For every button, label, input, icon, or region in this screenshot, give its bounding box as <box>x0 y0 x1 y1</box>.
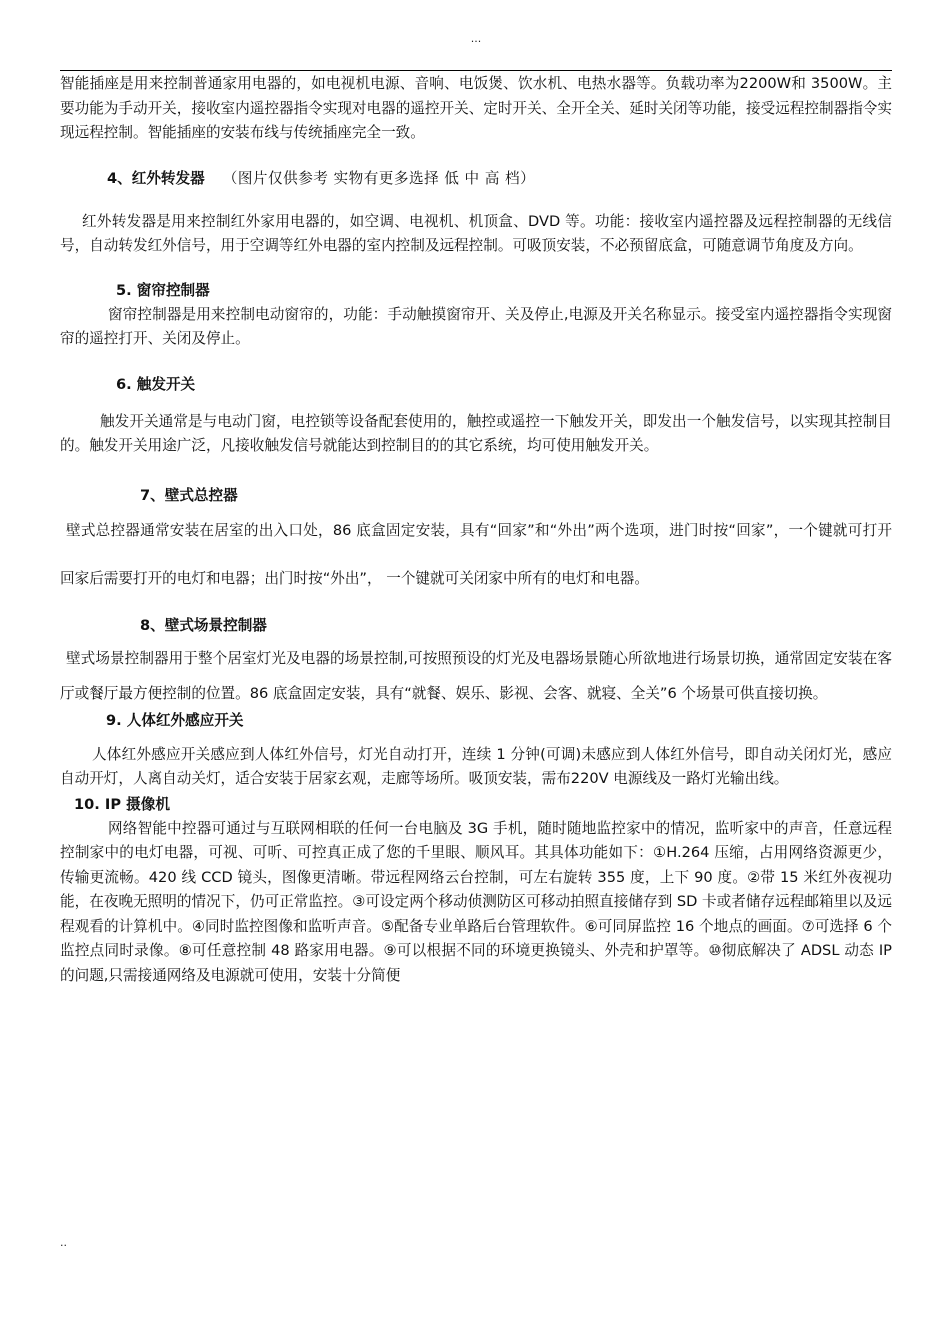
header-dots: ... <box>470 32 482 45</box>
section-heading-pir-switch: 9. 人体红外感应开关 <box>106 711 244 729</box>
section-heading-curtain-controller: 5. 窗帘控制器 <box>116 281 210 299</box>
section-body-trigger-switch: 触发开关通常是与电动门窗，电控锁等设备配套使用的，触控或遥控一下触发开关，即发出一个触发信号，以实现其控制目的。触发开关用途广泛，凡接收触发信号就能达到控制目的的其它系统，均可使用触发开关。 <box>60 412 892 454</box>
section-title: 4、红外转发器 <box>107 169 205 187</box>
section-body-scene-controller: 壁式场景控制器用于整个居室灯光及电器的场景控制,可按照预设的灯光及电器场景随心所欲地进行场景切换，通常固定安装在客厅或餐厅最方便控制的位置。86 底盒固定安装，具有“就餐、娱乐、影视、会客、就寝、全关”6 个场景可供直接切换。 <box>60 649 892 702</box>
section-note: （图片仅供参考 实物有更多选择 低 中 高 档） <box>222 169 536 187</box>
section-heading-trigger-switch: 6. 触发开关 <box>116 375 196 393</box>
footer-dots: .. <box>60 1236 67 1249</box>
intro-paragraph: 智能插座是用来控制普通家用电器的，如电视机电源、音响、电饭煲、饮水机、电热水器等。负载功率为2200W和 3500W。主要功能为手动开关，接收室内遥控器指令实现对电器的遥控开关、定时开关、全开全关、延时关闭等功能，接受远程控制器指令实现远程控制。智能插座的安装布线与传统插座完全一致。 <box>60 75 892 141</box>
section-heading-ip-camera: 10. IP 摄像机 <box>74 795 170 813</box>
section-body-wall-master: 壁式总控器通常安装在居室的出入口处，86 底盒固定安装，具有“回家”和“外出”两个选项，进门时按“回家”，一个键就可打开回家后需要打开的电灯和电器；出门时按“外出”， 一个键就可关闭家中所有的电灯和电器。 <box>60 521 892 587</box>
section-body-ip-camera: 网络智能中控器可通过与互联网相联的任何一台电脑及 3G 手机，随时随地监控家中的情况，监听家中的声音，任意远程控制家中的电灯电器，可视、可听、可控真正成了您的千里眼、顺风耳。其具体功能如下：①H.264 压缩，占用网络资源更少，传输更流畅。420 线 CCD 镜头，图像更清晰。带远程网络云台控制，可左右旋转 355 度，上下 90 度。②带 15 米红外夜视功能，在夜晚无照明的情况下，仍可正常监控。③可设定两个移动侦测防区可移动拍照直接储存到 SD 卡或者储存远程邮箱里以及远程观看的计算机中。④同时监控图像和监听声音。⑤配备专业单路后台管理软件。⑥可同屏监控 16 个地点的画面。⑦可选择 6 个监控点同时录像。⑧可任意控制 48 路家用电器。⑨可以根据不同的环境更换镜头、外壳和护罩等。⑩彻底解决了 ADSL 动态 IP 的问题,只需接通网络及电源就可使用，安装十分简便 <box>60 819 892 984</box>
document-body <box>60 72 892 988</box>
section-heading-wall-master: 7、壁式总控器 <box>140 486 238 504</box>
section-body-ir-forwarder: 红外转发器是用来控制红外家用电器的，如空调、电视机、机顶盒、DVD 等。功能：接收室内遥控器及远程控制器的无线信号，自动转发红外信号，用于空调等红外电器的室内控制及远程控制。可吸顶安装，不必预留底盒，可随意调节角度及方向。 <box>60 212 892 254</box>
page-header <box>60 32 892 71</box>
section-body-curtain-controller: 窗帘控制器是用来控制电动窗帘的，功能：手动触摸窗帘开、关及停止,电源及开关名称显示。接受室内遥控器指令实现窗帘的遥控打开、关闭及停止。 <box>60 305 892 347</box>
section-body-pir-switch: 人体红外感应开关感应到人体红外信号，灯光自动打开，连续 1 分钟(可调)未感应到人体红外信号，即自动关闭灯光，感应自动开灯，人离自动关灯，适合安装于居家玄观，走廊等场所。吸顶安装，需布220V 电源线及一路灯光输出线。 <box>60 745 892 787</box>
section-heading-scene-controller: 8、壁式场景控制器 <box>140 616 267 634</box>
section-heading-ir-forwarder <box>60 167 892 191</box>
